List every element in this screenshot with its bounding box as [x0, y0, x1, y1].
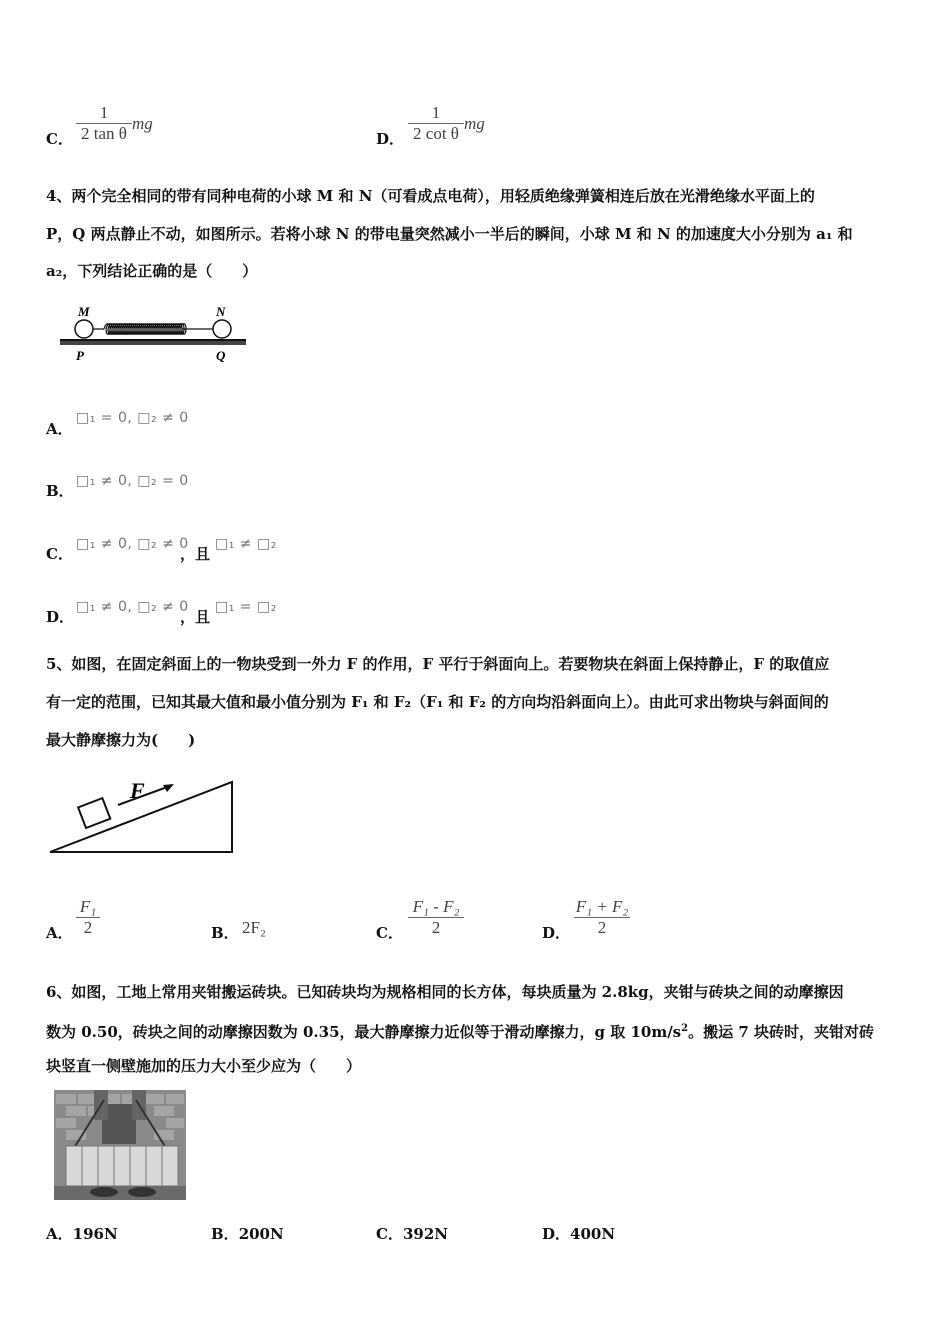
q4-option-b-letter: B． [46, 482, 74, 500]
q6-line2-sup: 2 [681, 1023, 689, 1034]
q6-line2-a: 数为 0.50，砖块之间的动摩擦因数为 0.35，最大静摩擦力近似等于滑动摩擦力，g 取 10m/s [46, 1023, 682, 1041]
q5-c-denominator: 2 [431, 918, 441, 937]
spring-icon [93, 324, 213, 335]
q3-d-denominator: 2 cot θ [413, 124, 459, 143]
q6-c-value: 392N [402, 1225, 448, 1243]
q3-c-tail: mg [132, 114, 153, 133]
ball-n-icon [213, 320, 231, 338]
q6-option-d [542, 1223, 615, 1244]
q6-d-letter: D． [542, 1225, 571, 1243]
q4-option-c-extra: ，且 [180, 545, 211, 563]
q3-d-tail: mg [464, 114, 485, 133]
q5-option-d-fraction [574, 898, 630, 937]
q6-c-letter: C． [376, 1225, 403, 1243]
q6-b-letter: B． [211, 1225, 239, 1243]
q4-option-a-letter: A． [46, 420, 73, 438]
q6-text-line-2 [46, 1019, 908, 1042]
q4-fig-label-q: Q [216, 348, 226, 363]
q4-option-d-extra: ，且 [180, 608, 211, 626]
q5-c-numerator: F₁ - F₂ [412, 897, 460, 916]
q6-option-b [211, 1223, 284, 1244]
q5-text-line-2: 有一定的范围，已知其最大值和最小值分别为 F₁ 和 F₂（F₁ 和 F₂ 的方向均沿斜面向上）。由此可求出物块与斜面间的 [46, 693, 829, 711]
q4-text-line-2: P，Q 两点静止不动，如图所示。若将小球 N 的带电量突然减小一半后的瞬间，小球 M 和 N 的加速度大小分别为 a₁ 和 [46, 225, 853, 243]
q5-incline-figure [46, 778, 236, 856]
q3-option-d-letter: D． [376, 130, 405, 148]
q6-a-letter: A． [46, 1225, 73, 1243]
q3-option-c-letter: C． [46, 130, 73, 148]
q5-option-a-letter: A． [46, 924, 73, 942]
q6-b-value: 200N [238, 1225, 284, 1243]
q4-option-c-letter: C． [46, 545, 73, 563]
q5-fig-label-f: F [130, 778, 145, 803]
q6-brick-photo [54, 1090, 186, 1200]
q6-option-a [46, 1223, 118, 1244]
q6-d-value: 400N [570, 1225, 616, 1243]
q3-c-numerator: 1 [99, 103, 109, 122]
q4-option-a-expr: □₁ = 0, □₂ ≠ 0 [76, 410, 189, 426]
q5-option-b-letter: B． [211, 924, 239, 942]
q6-text-line-3: 块竖直一侧壁施加的压力大小至少应为（ ） [46, 1057, 362, 1075]
q3-option-c-fraction [76, 104, 132, 143]
q4-option-c-expr: □₁ ≠ 0, □₂ ≠ 0 [76, 536, 189, 552]
q4-text-line-1: 4、两个完全相同的带有同种电荷的小球 M 和 N（可看成点电荷），用轻质绝缘弹簧相连后放在光滑绝缘水平面上的 [46, 187, 815, 205]
q5-d-denominator: 2 [597, 918, 607, 937]
q4-option-d-letter: D． [46, 608, 75, 626]
q4-option-c-expr2: □₁ ≠ □₂ [215, 536, 277, 552]
q5-option-a-fraction [76, 898, 100, 937]
q4-fig-label-m: M [78, 304, 90, 319]
q5-a-numerator: F₁ [79, 897, 97, 916]
q6-text-line-1: 6、如图，工地上常用夹钳搬运砖块。已知砖块均为规格相同的长方体，每块质量为 2.8kg，夹钳与砖块之间的动摩擦因 [46, 983, 844, 1001]
q3-d-numerator: 1 [431, 103, 441, 122]
q5-text-line-1: 5、如图，在固定斜面上的一物块受到一外力 F 的作用，F 平行于斜面向上。若要物块在斜面上保持静止，F 的取值应 [46, 655, 830, 673]
q5-option-b-expr: 2F₂ [242, 918, 266, 937]
q5-option-c-fraction [408, 898, 464, 937]
q4-option-b-expr: □₁ ≠ 0, □₂ = 0 [76, 473, 189, 489]
q5-option-d-letter: D． [542, 924, 571, 942]
ball-m-icon [75, 320, 93, 338]
q6-a-value: 196N [72, 1225, 118, 1243]
q6-option-c [376, 1223, 448, 1244]
q4-fig-label-p: P [76, 348, 84, 363]
q4-option-d-expr: □₁ ≠ 0, □₂ ≠ 0 [76, 599, 189, 615]
q3-option-d-fraction [408, 104, 464, 143]
ground-hatch-icon [60, 341, 246, 345]
q5-a-denominator: 2 [83, 918, 93, 937]
q3-c-denominator: 2 tan θ [81, 124, 127, 143]
q5-d-numerator: F₁ + F₂ [575, 897, 629, 916]
q6-line2-b: 。搬运 7 块砖时，夹钳对砖 [688, 1023, 874, 1041]
q4-option-d-expr2: □₁ = □₂ [215, 599, 277, 615]
block-icon [78, 798, 110, 828]
q4-fig-label-n: N [216, 304, 226, 319]
q5-option-c-letter: C． [376, 924, 403, 942]
q4-text-line-3: a₂，下列结论正确的是（ ） [46, 262, 258, 280]
q5-text-line-3: 最大静摩擦力为( ) [46, 731, 196, 749]
q4-spring-figure [56, 300, 256, 366]
